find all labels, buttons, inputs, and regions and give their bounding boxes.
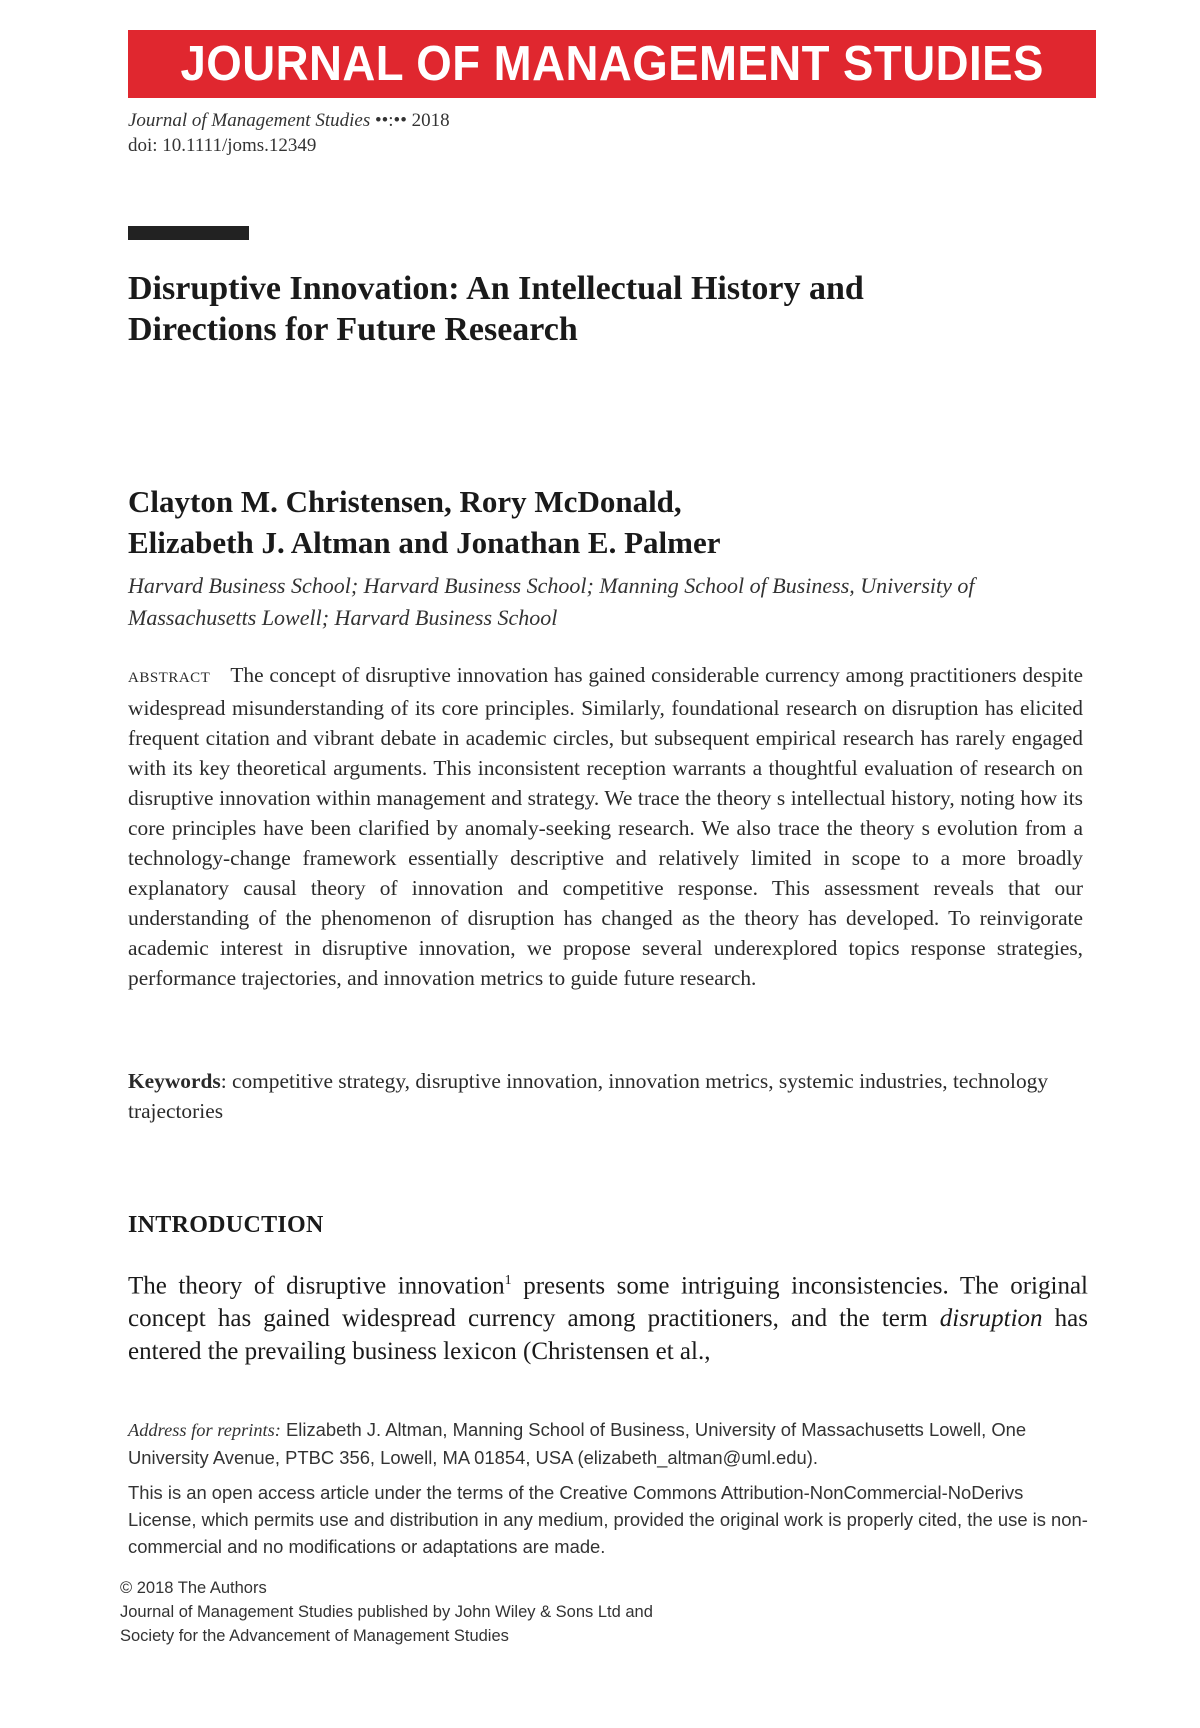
title-line-1: Disruptive Innovation: An Intellectual History and — [128, 270, 864, 307]
doi[interactable]: doi: 10.1111/joms.12349 — [128, 135, 317, 156]
abstract — [128, 660, 1083, 993]
journal-name: Journal of Management Studies — [128, 110, 371, 131]
keywords — [128, 1066, 1088, 1126]
reprint-address — [128, 1416, 1088, 1471]
keywords-label: Keywords — [128, 1069, 221, 1093]
authors-line-2: Elizabeth J. Altman and Jonathan E. Palmer — [128, 525, 721, 560]
copyright-line-2: Journal of Management Studies published by John Wiley & Sons Ltd and — [120, 1603, 653, 1621]
author-list — [128, 481, 1088, 563]
journal-banner — [128, 30, 1096, 98]
copyright-block — [120, 1576, 1020, 1648]
intro-text-part-3: has entered the prevailing business lexicon (Christensen et al., — [128, 1305, 1088, 1366]
journal-meta — [128, 108, 450, 158]
title-rule — [128, 226, 249, 240]
intro-emphasis: disruption — [939, 1305, 1043, 1333]
copyright-line-1: © 2018 The Authors — [120, 1579, 267, 1597]
intro-text-part-1: The theory of disruptive innovation — [128, 1272, 505, 1300]
intro-text-part-2: presents some intriguing inconsistencies. The original concept has gained widespread currency among practitioners, and the term — [128, 1272, 1088, 1333]
affiliations: Harvard Business School; Harvard Business School; Manning School of Business, University of Massachusetts Lowell; Harvard Business School — [128, 573, 975, 630]
abstract-label: ABSTRACT — [128, 670, 211, 686]
article-title — [128, 268, 1028, 350]
keywords-text: : competitive strategy, disruptive innovation, innovation metrics, systemic industries, technology trajectories — [128, 1069, 1049, 1123]
section-heading-introduction: INTRODUCTION — [128, 1212, 324, 1238]
abstract-text: The concept of disruptive innovation has gained considerable currency among practitioners despite widespread misunderstanding of its core principles. Similarly, foundational research on disruption has elicited frequent citation and vibrant debate in academic circles, but subsequent empirical research has rarely engaged with its key theoretical arguments. This inconsistent reception warrants a thoughtful evaluation of research on disruptive innovation within management and strategy. We trace the theory s intellectual history, noting how its core principles have been clarified by anomaly-seeking research. We also trace the theory s evolution from a technology-change framework essentially descriptive and relatively limited in scope to a more broadly explanatory causal theory of innovation and competitive response. This assessment reveals that our understanding of the phenomenon of disruption has changed as the theory has developed. To reinvigorate academic interest in disruptive innovation, we propose several underexplored topics response strategies, performance trajectories, and innovation metrics to guide future research. — [128, 663, 1083, 990]
address-text: Elizabeth J. Altman, Manning School of Business, University of Massachusetts Lowell, One University Avenue, PTBC 356, Lowell, MA 01854, USA (elizabeth_altman@uml.edu). — [128, 1419, 1027, 1468]
title-line-2: Directions for Future Research — [128, 311, 578, 348]
authors-line-1: Clayton M. Christensen, Rory McDonald, — [128, 484, 682, 519]
footnote-marker[interactable]: 1 — [504, 1273, 512, 1288]
license-notice: This is an open access article under the terms of the Creative Commons Attribution-NonCommercial-NoDerivs License, which permits use and distribution in any medium, provided the original work is properly cited, the use is non-commercial and no modifications or adaptations are made. — [128, 1482, 1088, 1557]
copyright-line-3: Society for the Advancement of Management Studies — [120, 1627, 509, 1645]
introduction-paragraph — [128, 1264, 1088, 1368]
journal-banner-title: JOURNAL OF MANAGEMENT STUDIES — [180, 37, 1044, 91]
address-label: Address for reprints: — [128, 1420, 281, 1440]
journal-issue: ••:•• 2018 — [374, 110, 450, 131]
